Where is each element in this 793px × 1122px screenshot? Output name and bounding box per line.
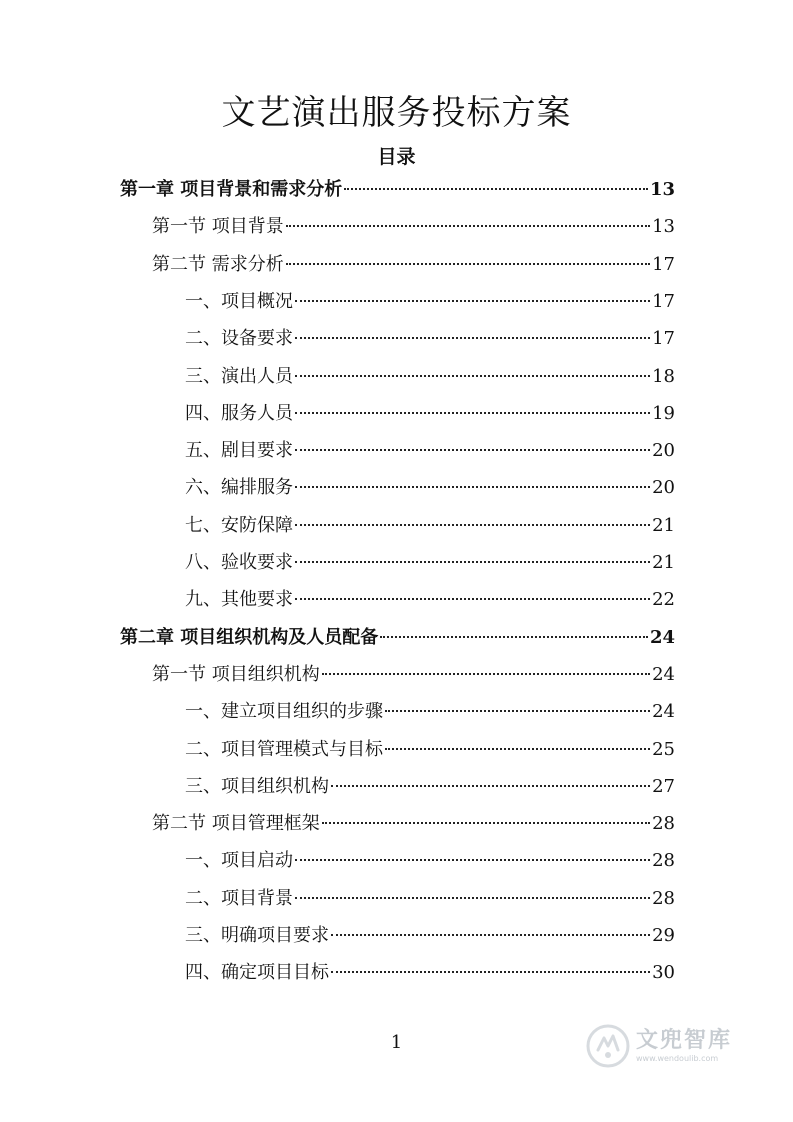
- toc-dot-leader: [322, 673, 650, 675]
- toc-entry[interactable]: [185, 736, 675, 764]
- watermark-name: 文兜智库: [636, 1028, 733, 1053]
- toc-entry-label: 三、项目组织机构: [185, 776, 329, 797]
- toc-dot-leader: [286, 263, 650, 265]
- toc-entry-label: 一、项目启动: [185, 850, 293, 871]
- toc-entry[interactable]: [185, 474, 675, 502]
- toc-dot-leader: [295, 486, 650, 488]
- toc-entry-label: 第一节 项目背景: [152, 216, 284, 237]
- toc-dot-leader: [295, 449, 650, 451]
- toc-entry[interactable]: [120, 624, 675, 652]
- toc-dot-leader: [295, 300, 650, 302]
- toc-entry[interactable]: [185, 400, 675, 428]
- toc-dot-leader: [344, 188, 648, 190]
- toc-entry-label: 八、验收要求: [185, 552, 293, 573]
- toc-entry[interactable]: [152, 213, 675, 241]
- toc-dot-leader: [322, 822, 650, 824]
- page-number: 1: [390, 1032, 403, 1053]
- toc-entry-label: 一、项目概况: [185, 291, 293, 312]
- toc-dot-leader: [331, 785, 650, 787]
- watermark: [586, 1016, 756, 1076]
- toc-entry[interactable]: [185, 512, 675, 540]
- toc-entry-page: 24: [649, 627, 675, 648]
- toc-entry-page: 27: [652, 776, 675, 797]
- toc-entry-page: 30: [652, 962, 675, 983]
- toc-entry[interactable]: [185, 885, 675, 913]
- toc-entry-page: 17: [652, 328, 675, 349]
- toc-dot-leader: [295, 561, 650, 563]
- toc-entry-page: 28: [652, 850, 675, 871]
- toc-entry[interactable]: [185, 437, 675, 465]
- toc-entry[interactable]: [185, 363, 675, 391]
- toc-entry-label: 第一节 项目组织机构: [152, 664, 320, 685]
- toc-entry-page: 20: [652, 477, 675, 498]
- toc-entry[interactable]: [185, 922, 675, 950]
- toc-entry[interactable]: [185, 773, 675, 801]
- toc-entry[interactable]: [185, 698, 675, 726]
- toc-entry-label: 第二节 项目管理框架: [152, 813, 320, 834]
- toc-entry-page: 22: [652, 589, 675, 610]
- toc-entry-page: 24: [652, 701, 675, 722]
- toc-dot-leader: [385, 710, 650, 712]
- toc-entry-label: 第一章 项目背景和需求分析: [120, 179, 343, 200]
- toc-entry-page: 13: [652, 216, 675, 237]
- toc-entry[interactable]: [185, 325, 675, 353]
- toc-entry-label: 四、确定项目目标: [185, 962, 329, 983]
- toc-entry-page: 29: [652, 925, 675, 946]
- toc-entry-label: 二、设备要求: [185, 328, 293, 349]
- toc-dot-leader: [295, 337, 650, 339]
- toc-entry-page: 21: [652, 515, 675, 536]
- toc-entry-label: 七、安防保障: [185, 515, 293, 536]
- toc-entry[interactable]: [152, 810, 675, 838]
- watermark-url: www.wendoulib.com: [636, 1054, 719, 1063]
- toc-entry-page: 17: [652, 254, 675, 275]
- toc-entry-page: 19: [652, 403, 675, 424]
- toc-entry-page: 28: [652, 888, 675, 909]
- toc-entry[interactable]: [185, 288, 675, 316]
- toc-entry-page: 28: [652, 813, 675, 834]
- toc-entry-page: 13: [649, 179, 675, 200]
- toc-dot-leader: [331, 934, 650, 936]
- toc-entry[interactable]: [185, 959, 675, 987]
- toc-entry-label: 第二章 项目组织机构及人员配备: [120, 627, 379, 648]
- toc-heading: 目录: [377, 146, 416, 168]
- toc-dot-leader: [286, 225, 650, 227]
- toc-entry-label: 六、编排服务: [185, 477, 293, 498]
- toc-dot-leader: [295, 897, 650, 899]
- toc-dot-leader: [295, 412, 650, 414]
- toc-entry-label: 九、其他要求: [185, 589, 293, 610]
- toc-dot-leader: [331, 971, 650, 973]
- toc-entry[interactable]: [185, 586, 675, 614]
- toc-dot-leader: [295, 859, 650, 861]
- toc-entry-label: 三、演出人员: [185, 366, 293, 387]
- toc-entry[interactable]: [185, 847, 675, 875]
- toc-dot-leader: [385, 748, 650, 750]
- toc-entry[interactable]: [152, 661, 675, 689]
- toc-entry-label: 三、明确项目要求: [185, 925, 329, 946]
- toc-entry[interactable]: [185, 549, 675, 577]
- toc-dot-leader: [295, 375, 650, 377]
- watermark-logo-icon: [586, 1024, 630, 1068]
- toc-entry-label: 二、项目管理模式与目标: [185, 739, 383, 760]
- toc-entry[interactable]: [120, 176, 675, 204]
- toc-entry-page: 21: [652, 552, 675, 573]
- toc-entry-label: 一、建立项目组织的步骤: [185, 701, 383, 722]
- toc-entry-label: 五、剧目要求: [185, 440, 293, 461]
- toc-dot-leader: [295, 524, 650, 526]
- toc-dot-leader: [295, 598, 650, 600]
- toc-entry-label: 第二节 需求分析: [152, 254, 284, 275]
- toc-entry-label: 二、项目背景: [185, 888, 293, 909]
- toc-entry-page: 25: [652, 739, 675, 760]
- toc-entry-page: 24: [652, 664, 675, 685]
- toc-entry[interactable]: [152, 251, 675, 279]
- toc-entry-page: 20: [652, 440, 675, 461]
- toc-entry-label: 四、服务人员: [185, 403, 293, 424]
- toc-entry-page: 18: [652, 366, 675, 387]
- document-title: 文艺演出服务投标方案: [221, 93, 572, 133]
- toc-entry-page: 17: [652, 291, 675, 312]
- toc-dot-leader: [380, 636, 648, 638]
